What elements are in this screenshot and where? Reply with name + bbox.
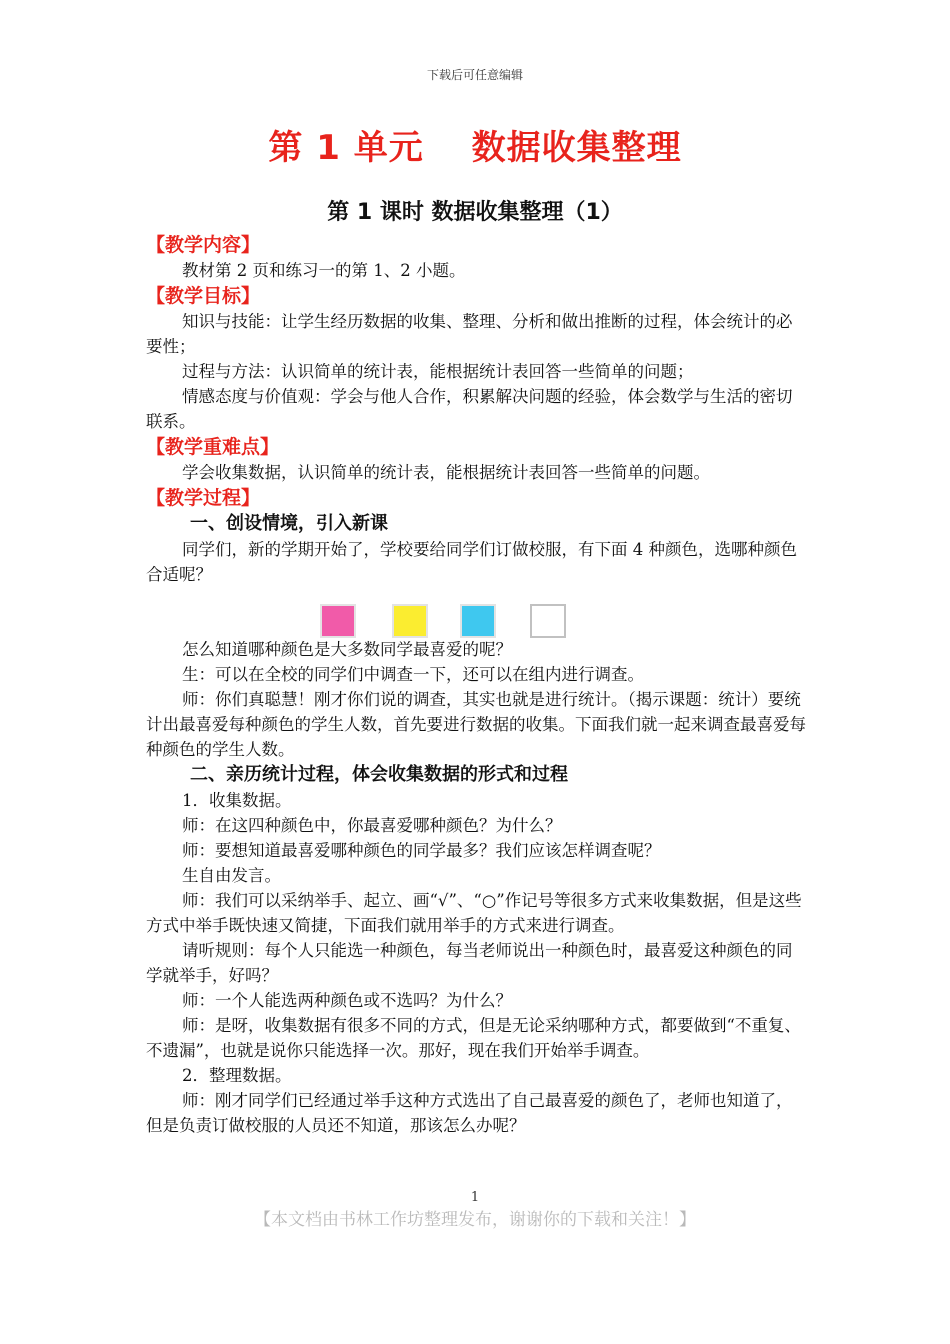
document-body <box>146 232 808 1138</box>
lesson-title: 第 1 课时 数据收集整理（1） <box>327 200 623 225</box>
color-swatch-white <box>530 604 566 638</box>
section-heading-goals: 【教学目标】 <box>146 285 261 307</box>
paragraph: 生：可以在全校的同学们中调查一下，还可以在组内进行调查。 <box>182 665 644 684</box>
page-number: 1 <box>470 1190 480 1205</box>
paragraph: 师：刚才同学们已经通过举手这种方式选出了自己最喜爱的颜色了，老师也知道了，但是负责订做校服的人员还不知道，那该怎么办呢？ <box>146 1091 793 1135</box>
section-heading-content: 【教学内容】 <box>146 234 261 256</box>
paragraph: 师：我们可以采纳举手、起立、画“√”、“○”作记号等很多方式来收集数据，但是这些方式中举手既快速又简捷，下面我们就用举手的方式来进行调查。 <box>146 891 802 935</box>
part-2-title: 二、亲历统计过程，体会收集数据的形式和过程 <box>190 764 568 785</box>
paragraph: 师：要想知道最喜爱哪种颜色的同学最多？我们应该怎样调查呢？ <box>182 841 661 860</box>
paragraph: 师：你们真聪慧！刚才你们说的调查，其实也就是进行统计。（揭示课题：统计）要统计出最喜爱每种颜色的学生人数，首先要进行数据的收集。下面我们就一起来调查最喜爱每种颜色的学生人数。 <box>146 690 806 759</box>
color-swatch-yellow <box>392 604 428 638</box>
content-text: 教材第 2 页和练习一的第 1、2 小题。 <box>182 261 466 280</box>
goal-process: 过程与方法：认识简单的统计表，能根据统计表回答一些简单的问题； <box>182 362 694 381</box>
footer-note: 【本文档由书林工作坊整理发布，谢谢你的下载和关注！】 <box>254 1210 696 1230</box>
paragraph: 怎么知道哪种颜色是大多数同学最喜爱的呢？ <box>182 640 512 659</box>
paragraph: 同学们，新的学期开始了，学校要给同学们订做校服，有下面 4 种颜色，选哪种颜色合适呢？ <box>146 540 797 584</box>
paragraph: 请听规则：每个人只能选一种颜色，每当老师说出一种颜色时，最喜爱这种颜色的同学就举手，好吗？ <box>146 941 793 985</box>
unit-title: 第 1 单元 数据收集整理 <box>268 128 682 168</box>
uniform-color-swatches <box>320 604 580 646</box>
goal-knowledge: 知识与技能：让学生经历数据的收集、整理、分析和做出推断的过程，体会统计的必要性； <box>146 312 793 356</box>
key-points-text: 学会收集数据，认识简单的统计表，能根据统计表回答一些简单的问题。 <box>182 463 710 482</box>
paragraph: 生自由发言。 <box>182 866 281 885</box>
download-note: 下载后可任意编辑 <box>426 68 523 82</box>
color-swatch-cyan <box>460 604 496 638</box>
paragraph: 师：一个人能选两种颜色或不选吗？为什么？ <box>182 991 512 1010</box>
paragraph: 师：在这四种颜色中，你最喜爱哪种颜色？为什么？ <box>182 816 562 835</box>
paragraph: 1．收集数据。 <box>182 791 292 810</box>
section-heading-key-points: 【教学重难点】 <box>146 436 280 458</box>
color-swatch-pink <box>320 604 356 638</box>
goal-attitude: 情感态度与价值观：学会与他人合作，积累解决问题的经验，体会数学与生活的密切联系。 <box>146 387 793 431</box>
paragraph: 师：是呀，收集数据有很多不同的方式，但是无论采纳哪种方式，都要做到“不重复、不遗漏”，也就是说你只能选择一次。那好，现在我们开始举手调查。 <box>146 1016 801 1060</box>
paragraph: 2．整理数据。 <box>182 1066 292 1085</box>
section-heading-process: 【教学过程】 <box>146 487 261 509</box>
part-1-title: 一、创设情境，引入新课 <box>190 513 388 534</box>
